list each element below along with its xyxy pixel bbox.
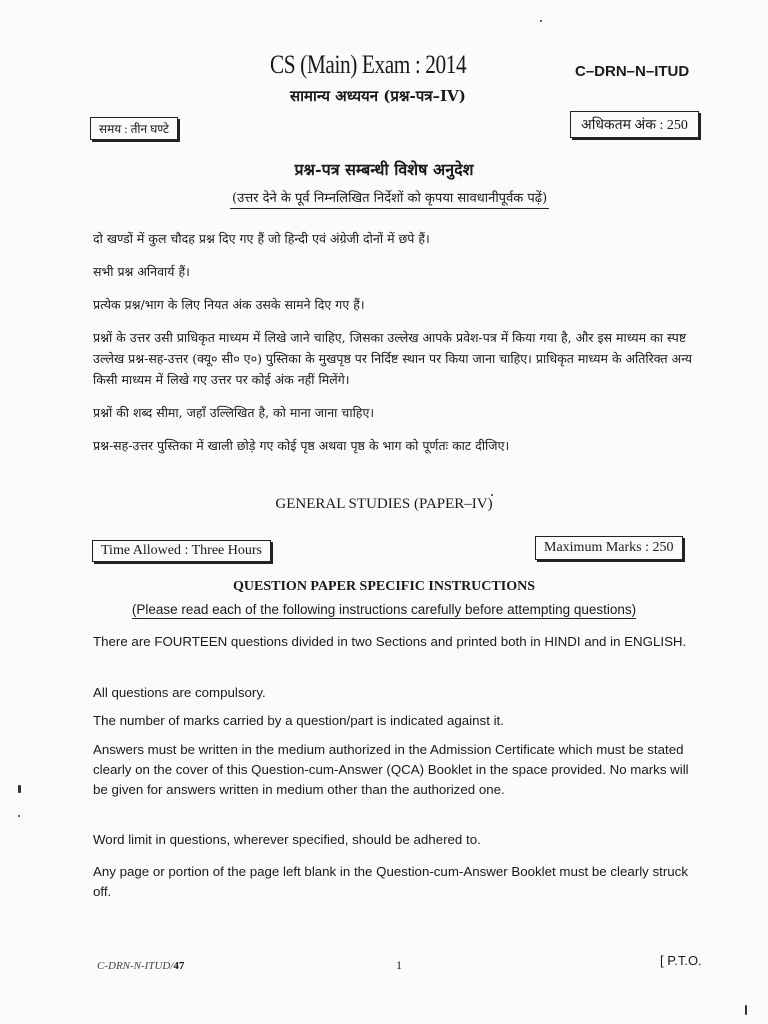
paper-code: C–DRN–N–ITUD [575, 63, 690, 80]
english-title: GENERAL STUDIES (PAPER–IV) [275, 496, 493, 512]
scan-speck [491, 494, 493, 496]
hindi-time-box: समय : तीन घण्टे [90, 117, 178, 140]
english-instruction-4: Answers must be written in the medium authorized in the Admission Certificate which must be stated clearly on the cover of this Question-cum-Answer (QCA) Booklet in the space provided. No marks will be given for answers written in medium other than the authorized one. [93, 742, 689, 797]
english-subheading-text: (Please read each of the following instructions carefully before attempting questions) [131, 602, 637, 617]
page-number: 1 [396, 958, 402, 972]
english-time-box: Time Allowed : Three Hours [92, 540, 271, 562]
english-instruction-5: Word limit in questions, wherever specified, should be adhered to. [93, 832, 481, 847]
hindi-instruction-2: सभी प्रश्न अनिवार्य हैं। [93, 264, 190, 279]
scan-speck [18, 785, 21, 793]
hindi-instruction-1: दो खण्डों में कुल चौदह प्रश्न दिए गए हैं जो हिन्दी एवं अंग्रेजी दोनों में छपे हैं। [93, 231, 430, 246]
hindi-heading: प्रश्न-पत्र सम्बन्धी विशेष अनुदेश [294, 160, 474, 179]
hindi-instruction-3: प्रत्येक प्रश्न/भाग के लिए नियत अंक उसके सामने दिए गए हैं। [93, 297, 365, 312]
footer-paper-code [97, 960, 184, 972]
english-instruction-6: Any page or portion of the page left blank in the Question-cum-Answer Booklet must be clearly struck off. [93, 864, 688, 899]
english-marks-box: Maximum Marks : 250 [535, 536, 683, 560]
hindi-instruction-4: प्रश्नों के उत्तर उसी प्राधिकृत माध्यम में लिखे जाने चाहिए, जिसका उल्लेख आपके प्रवेश-पत्र में किया गया है, और इस माध्यम का स्पष्ट उल्लेख प्रश्न-सह-उत्तर (क्यू० सी० ए०) पुस्तिका के मुखपृष्ठ पर निर्दिष्ट स्थान पर किया जाना चाहिए। प्राधिकृत माध्यम के अतिरिक्त अन्य किसी माध्यम में लिखे गए उत्तर पर कोई अंक नहीं मिलेंगे। [93, 330, 693, 387]
hindi-subheading-text: (उत्तर देने के पूर्व निम्नलिखित निर्देशों को कृपया सावधानीपूर्वक पढ़ें) [230, 191, 549, 209]
hindi-subheading [230, 188, 549, 206]
hindi-instruction-6: प्रश्न-सह-उत्तर पुस्तिका में खाली छोड़े गए कोई पृष्ठ अथवा पृष्ठ के भाग को पूर्णतः काट दीजिए। [93, 438, 510, 453]
english-instruction-3: The number of marks carried by a question/part is indicated against it. [93, 713, 504, 728]
scan-speck [18, 815, 20, 817]
hindi-instruction-5: प्रश्नों की शब्द सीमा, जहाँ उल्लिखित है, को माना जाना चाहिए। [93, 405, 375, 420]
hindi-subtitle: सामान्य अध्ययन (प्रश्न-पत्र–IV) [290, 87, 466, 105]
scan-speck [540, 20, 542, 22]
hindi-marks-box: अधिकतम अंक : 250 [570, 111, 699, 138]
footer-code-number: 47 [173, 960, 185, 972]
exam-title: CS (Main) Exam : 2014 [270, 50, 467, 79]
english-instruction-1: There are FOURTEEN questions divided in two Sections and printed both in HINDI and in ENGLISH. [93, 634, 687, 649]
scan-speck [745, 1005, 747, 1015]
english-instruction-2: All questions are compulsory. [93, 685, 266, 700]
pto-label: [ P.T.O. [660, 953, 702, 968]
english-subheading [0, 602, 768, 617]
english-heading: QUESTION PAPER SPECIFIC INSTRUCTIONS [233, 579, 535, 594]
footer-code-text: C-DRN-N-ITUD/ [97, 960, 174, 972]
